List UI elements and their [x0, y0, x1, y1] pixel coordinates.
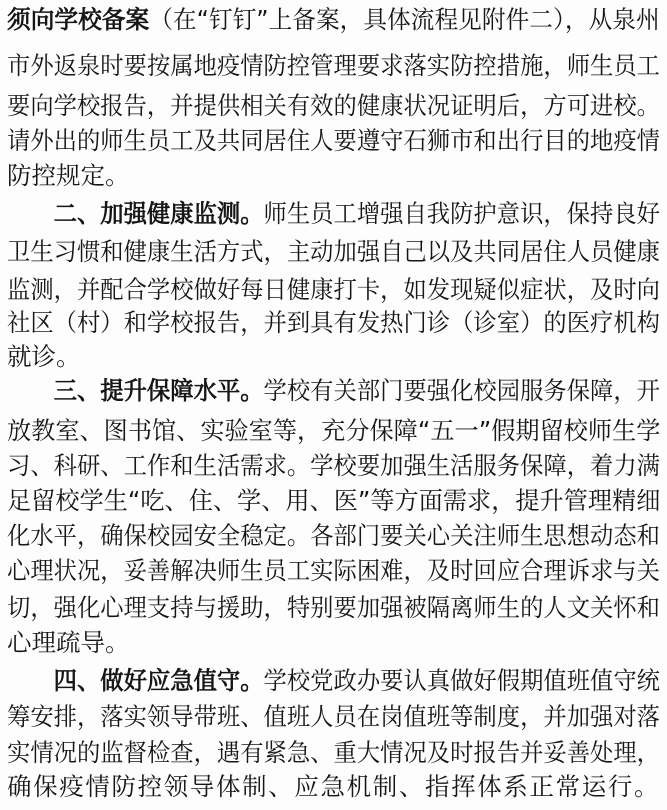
- text-line: [7, 342, 81, 372]
- text-line: [7, 556, 660, 586]
- text-run: （在“钉钉”上备案，具体流程见附件二），从泉州: [149, 5, 660, 34]
- section-heading: 二、加强健康监测。: [7, 199, 264, 228]
- section-heading: 四、做好应急值守。: [7, 666, 264, 695]
- text-line: [7, 308, 660, 338]
- text-run: 市外返泉时要按属地疫情防控管理要求落实防控措施，师生员工: [7, 51, 660, 80]
- text-line: [7, 451, 660, 481]
- text-line: [7, 702, 660, 732]
- text-line: [7, 126, 660, 156]
- text-line: [7, 161, 130, 191]
- text-line: [7, 416, 660, 446]
- text-line: [7, 237, 660, 267]
- text-line: [7, 521, 660, 551]
- text-run: 习、科研、工作和生活需求。学校要加强生活服务保障，着力满: [7, 451, 660, 480]
- text-run: 师生员工增强自我防护意识，保持良好: [263, 199, 660, 228]
- text-run: 请外出的师生员工及共同居住人要遵守石狮市和出行目的地疫情: [7, 126, 660, 155]
- text-run: 社区（村）和学校报告，并到具有发热门诊（诊室）的医疗机构: [7, 308, 660, 337]
- text-run: 就诊。: [7, 342, 81, 371]
- text-run: 心理状况，妥善解决师生员工实际困难，及时回应合理诉求与关: [7, 556, 660, 585]
- text-line: [7, 376, 660, 406]
- text-run: 确保疫情防控领导体制、应急机制、指挥体系正常运行。: [7, 772, 661, 801]
- text-run: 足留校学生“吃、住、学、用、医”等方面需求，提升管理精细: [7, 486, 661, 515]
- text-run: 监测，并配合学校做好每日健康打卡，如发现疑似症状，及时向: [7, 275, 660, 304]
- text-run: 心理疏导。: [7, 628, 130, 657]
- bold-run: 须向学校备案: [7, 5, 150, 34]
- text-run: 实情况的监督检查，遇有紧急、重大情况及时报告并妥善处理，: [7, 738, 660, 767]
- text-line: [7, 91, 660, 121]
- text-line: [7, 275, 660, 305]
- text-run: 学校有关部门要强化校园服务保障，开: [263, 376, 660, 405]
- text-line: [7, 5, 660, 35]
- text-line: [7, 738, 660, 768]
- text-run: 学校党政办要认真做好假期值班值守统: [263, 666, 660, 695]
- text-run: 切，强化心理支持与援助，特别要加强被隔离师生的人文关怀和: [7, 593, 660, 622]
- text-line: [7, 486, 660, 516]
- text-run: 卫生习惯和健康生活方式，主动加强自己以及共同居住人员健康: [7, 237, 660, 266]
- text-run: 放教室、图书馆、实验室等，充分保障“五一”假期留校师生学: [7, 416, 661, 445]
- text-line: [7, 51, 660, 81]
- text-line: [7, 772, 660, 802]
- text-run: 要向学校报告，并提供相关有效的健康状况证明后，方可进校。: [7, 91, 660, 120]
- text-run: 化水平，确保校园安全稳定。各部门要关心关注师生思想动态和: [7, 521, 660, 550]
- text-line: [7, 666, 660, 696]
- text-run: 筹安排，落实领导带班、值班人员在岗值班等制度，并加强对落: [7, 702, 660, 731]
- text-run: 防控规定。: [7, 161, 130, 190]
- text-line: [7, 593, 660, 623]
- section-heading: 三、提升保障水平。: [7, 376, 264, 405]
- text-line: [7, 199, 660, 229]
- text-line: [7, 628, 130, 658]
